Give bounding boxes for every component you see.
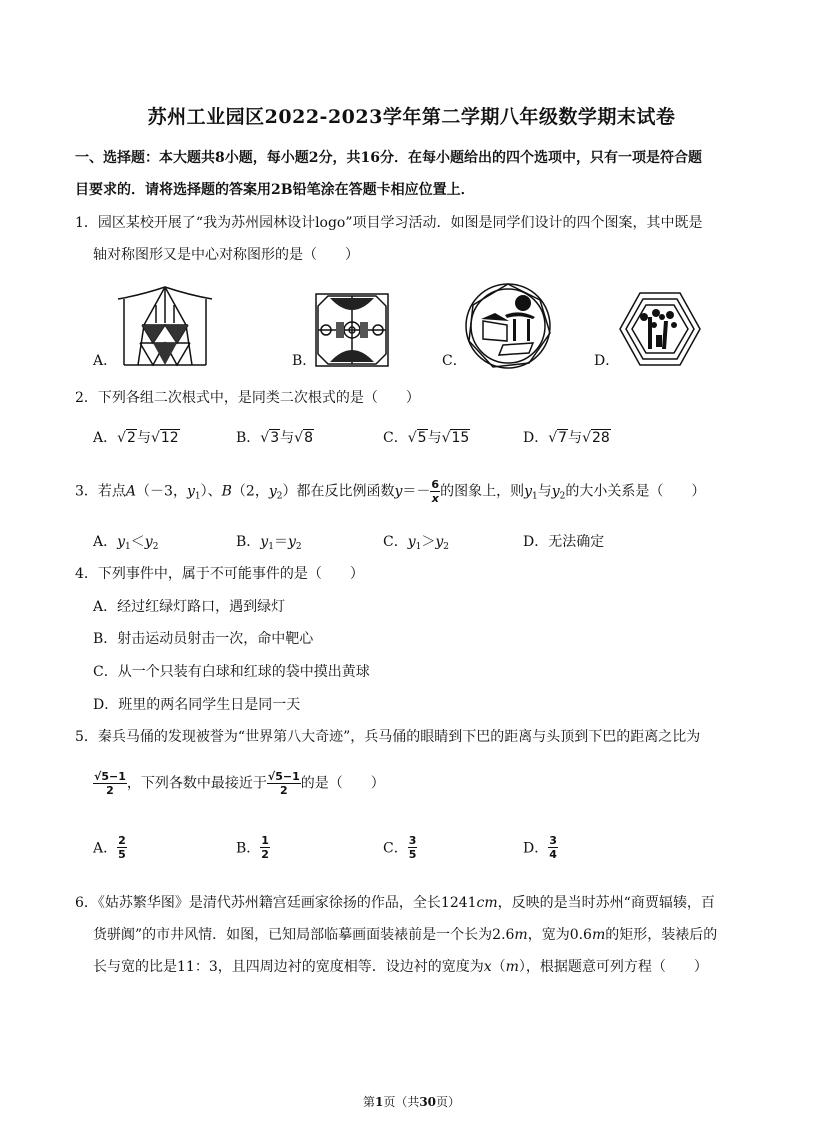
q2-option-b: B．√3与√8 <box>236 430 313 446</box>
q5-option-c: C． $\frac{3}{5}$ <box>383 834 417 861</box>
q6-stem-line-1: 6．《姑苏繁华图》是清代苏州籍宫廷画家徐扬的作品，全长1241cm，反映的是当时苏州“商贾辐辏，百 <box>75 895 715 911</box>
page-title: 苏州工业园区2022-2023学年第二学期八年级数学期末试卷 <box>147 106 676 128</box>
q5-option-a: A． $\frac{2}{5}$ <box>93 834 126 861</box>
logo-c-circle-pavilion-figure <box>463 281 553 371</box>
q3-option-b: B．$y_1=y_2$ <box>236 534 302 552</box>
logo-d-hexagon-plum-figure <box>618 291 702 367</box>
sqrt-3: √3 <box>260 430 280 446</box>
fraction-golden-ratio: $\frac{√5-1}{2}$ <box>94 770 126 797</box>
sqrt-15: √15 <box>441 430 470 446</box>
q2-option-d: D．√7与√28 <box>523 430 610 446</box>
sqrt-8: √8 <box>294 430 313 446</box>
q1-option-b-label: B． <box>292 353 317 369</box>
q3-option-a: A．$y_1<y_2$ <box>93 534 159 552</box>
sqrt-2: √2 <box>117 430 136 446</box>
q4-option-a: A．经过红绿灯路口，遇到绿灯 <box>93 599 286 615</box>
logo-a-pavilion-figure <box>116 285 214 367</box>
sqrt-28: √28 <box>582 430 610 446</box>
q4-stem: 4．下列事件中，属于不可能事件的是（ ） <box>75 566 364 582</box>
q1-option-c-label: C． <box>442 353 467 369</box>
q5-option-b: B． $\frac{1}{2}$ <box>236 834 269 861</box>
sqrt-12: √12 <box>150 430 179 446</box>
q3-option-d: D．无法确定 <box>523 534 605 550</box>
q2-option-a: A．√2与√12 <box>93 430 179 446</box>
q4-option-b: B．射击运动员射击一次，命中靶心 <box>93 631 314 647</box>
logo-b-octagon-figure <box>314 292 390 368</box>
q4-option-d: D．班里的两名同学生日是同一天 <box>93 697 301 713</box>
page-footer: 第1页（共30页） <box>362 1095 461 1109</box>
q3-option-c: C．$y_1>y_2$ <box>383 534 450 552</box>
q6-stem-line-2: 货骈阗”的市井风情．如图，已知局部临摹画面装裱前是一个长为2.6m，宽为0.6m的矩形，装裱后的 <box>93 927 718 943</box>
section-heading-line-2: 目要求的．请将选择题的答案用2B铅笔涂在答题卡相应位置上． <box>75 182 475 198</box>
q5-stem-line-1: 5．秦兵马俑的发现被誉为“世界第八大奇迹”，兵马俑的眼睛到下巴的距离与头顶到下巴的距离之比为 <box>75 729 701 745</box>
q1-stem-line-1: 1．园区某校开展了“我为苏州园林设计logo”项目学习活动．如图是同学们设计的四个图案，其中既是 <box>75 215 703 231</box>
sqrt-5: √5 <box>407 430 427 446</box>
sqrt-7: √7 <box>548 430 568 446</box>
q5-stem-line-2: $\frac{√5-1}{2}$ ，下列各数中最接近于 $\frac{√5-1}{2}$ 的是（ ） <box>94 770 385 797</box>
fraction-golden-ratio-2: $\frac{√5-1}{2}$ <box>267 770 300 797</box>
q1-stem-line-2: 轴对称图形又是中心对称图形的是（ ） <box>93 247 359 263</box>
section-heading-line-1: 一、选择题：本大题共8小题，每小题2分，共16分．在每小题给出的四个选项中，只有一项是符合题 <box>75 150 702 166</box>
fraction-6-over-x: $\frac{6}{x}$ <box>431 478 440 505</box>
q6-stem-line-3: 长与宽的比是11：3，且四周边衬的宽度相等．设边衬的宽度为x（m），根据题意可列方程（ ） <box>93 959 708 975</box>
q5-option-d: D． $\frac{3}{4}$ <box>523 834 557 861</box>
q1-option-d-label: D． <box>594 353 620 369</box>
q1-option-a-label: A． <box>93 353 118 369</box>
q2-stem: 2．下列各组二次根式中，是同类二次根式的是（ ） <box>75 390 420 406</box>
q2-option-c: C．√5与√15 <box>383 430 470 446</box>
q3-stem: 3．若点A（－3，$y_1$）、B（2，$y_2$）都在反比例函数y＝－ $\frac{6}{x}$ 的图象上，则$y_1$与$y_2$的大小关系是（ ） <box>75 478 706 505</box>
q4-option-c: C．从一个只装有白球和红球的袋中摸出黄球 <box>93 664 370 680</box>
